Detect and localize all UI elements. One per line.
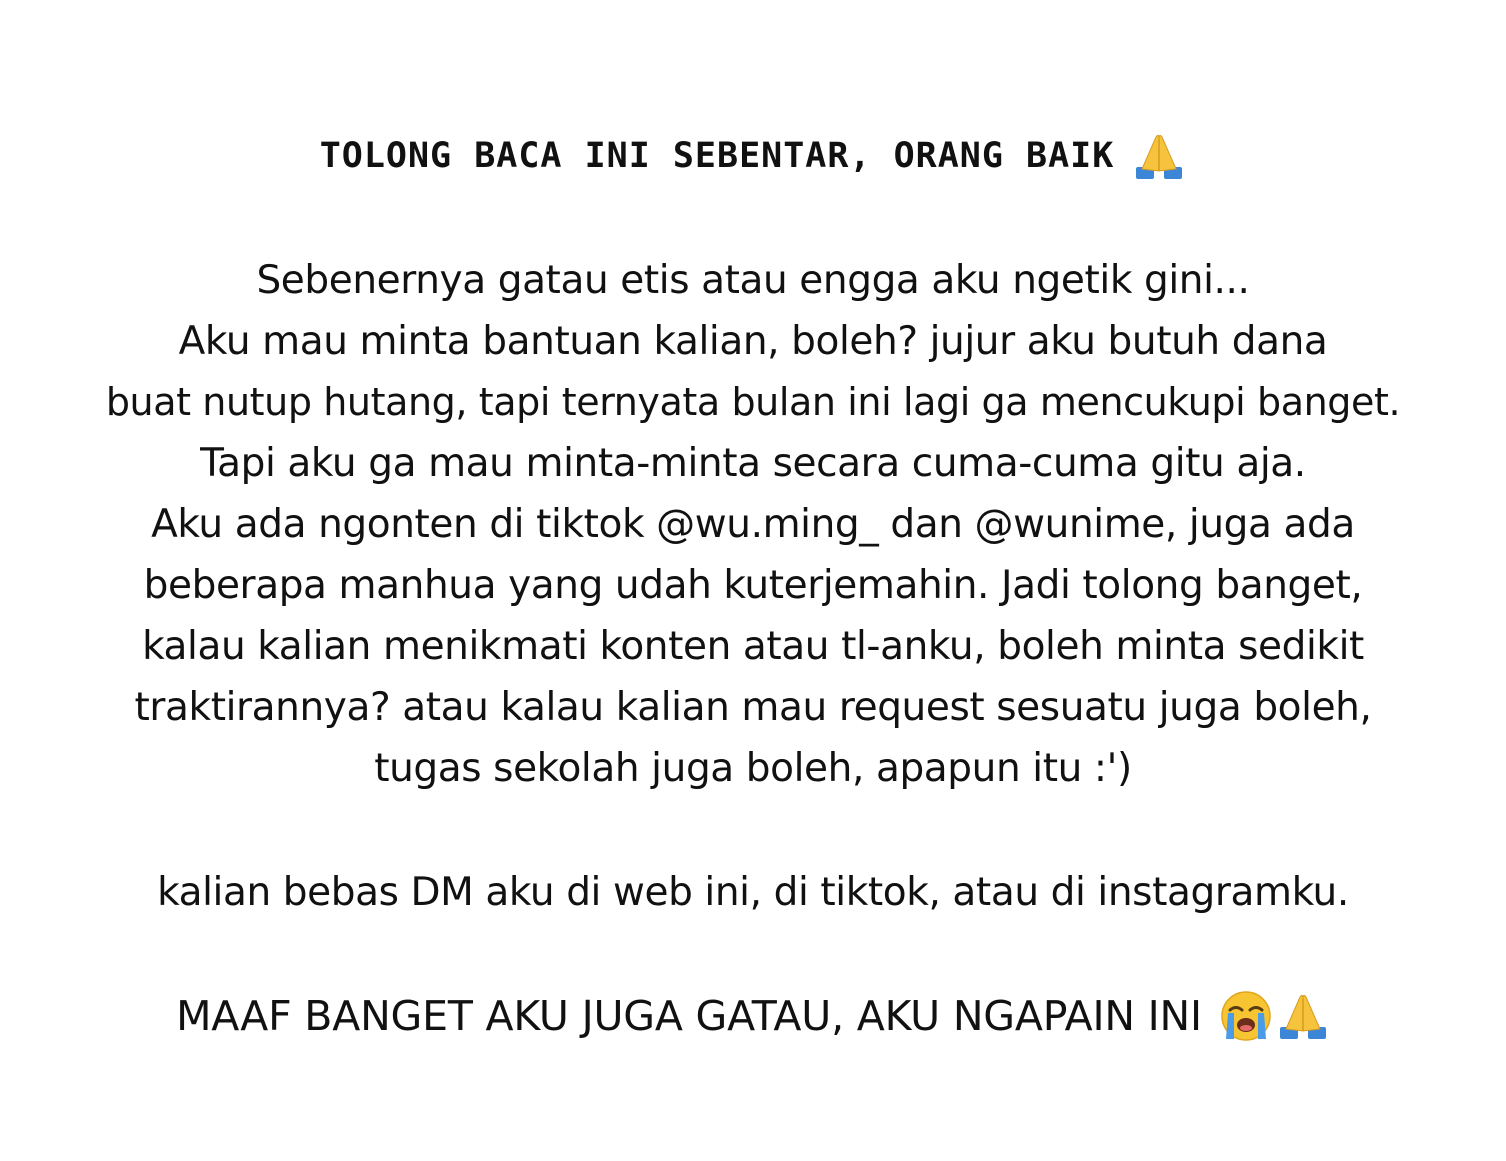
paragraph-line: Aku mau minta bantuan kalian, boleh? jujur aku butuh dana [178, 319, 1328, 364]
title-text: TOLONG BACA INI SEBENTAR, ORANG BAIK [319, 136, 1115, 176]
closing-line [0, 984, 1506, 1048]
paragraph-line: Aku ada ngonten di tiktok @wu.ming_ dan @wunime, juga ada [151, 502, 1355, 547]
praying-hands-icon [1132, 131, 1186, 181]
message-paragraph [0, 250, 1506, 799]
praying-hands-icon [1276, 991, 1330, 1041]
paragraph-line: traktirannya? atau kalau kalian mau request sesuatu juga boleh, [134, 685, 1372, 730]
contact-line: kalian bebas DM aku di web ini, di tiktok, atau di instagramku. [157, 870, 1349, 915]
page-title [0, 128, 1506, 184]
paragraph-line: kalau kalian menikmati konten atau tl-anku, boleh minta sedikit [142, 624, 1364, 669]
closing-emojis [1218, 989, 1330, 1043]
paragraph-line: buat nutup hutang, tapi ternyata bulan ini lagi ga mencukupi banget. [105, 380, 1401, 424]
paragraph-line: Tapi aku ga mau minta-minta secara cuma-cuma gitu aja. [200, 441, 1306, 486]
paragraph-line: tugas sekolah juga boleh, apapun itu :') [374, 746, 1132, 791]
closing-text: MAAF BANGET AKU JUGA GATAU, AKU NGAPAIN INI [176, 992, 1202, 1040]
loudly-crying-face-icon [1218, 989, 1274, 1043]
paragraph-line: beberapa manhua yang udah kuterjemahin. Jadi tolong banget, [143, 563, 1363, 608]
paragraph-line: Sebenernya gatau etis atau engga aku ngetik gini... [256, 258, 1250, 303]
